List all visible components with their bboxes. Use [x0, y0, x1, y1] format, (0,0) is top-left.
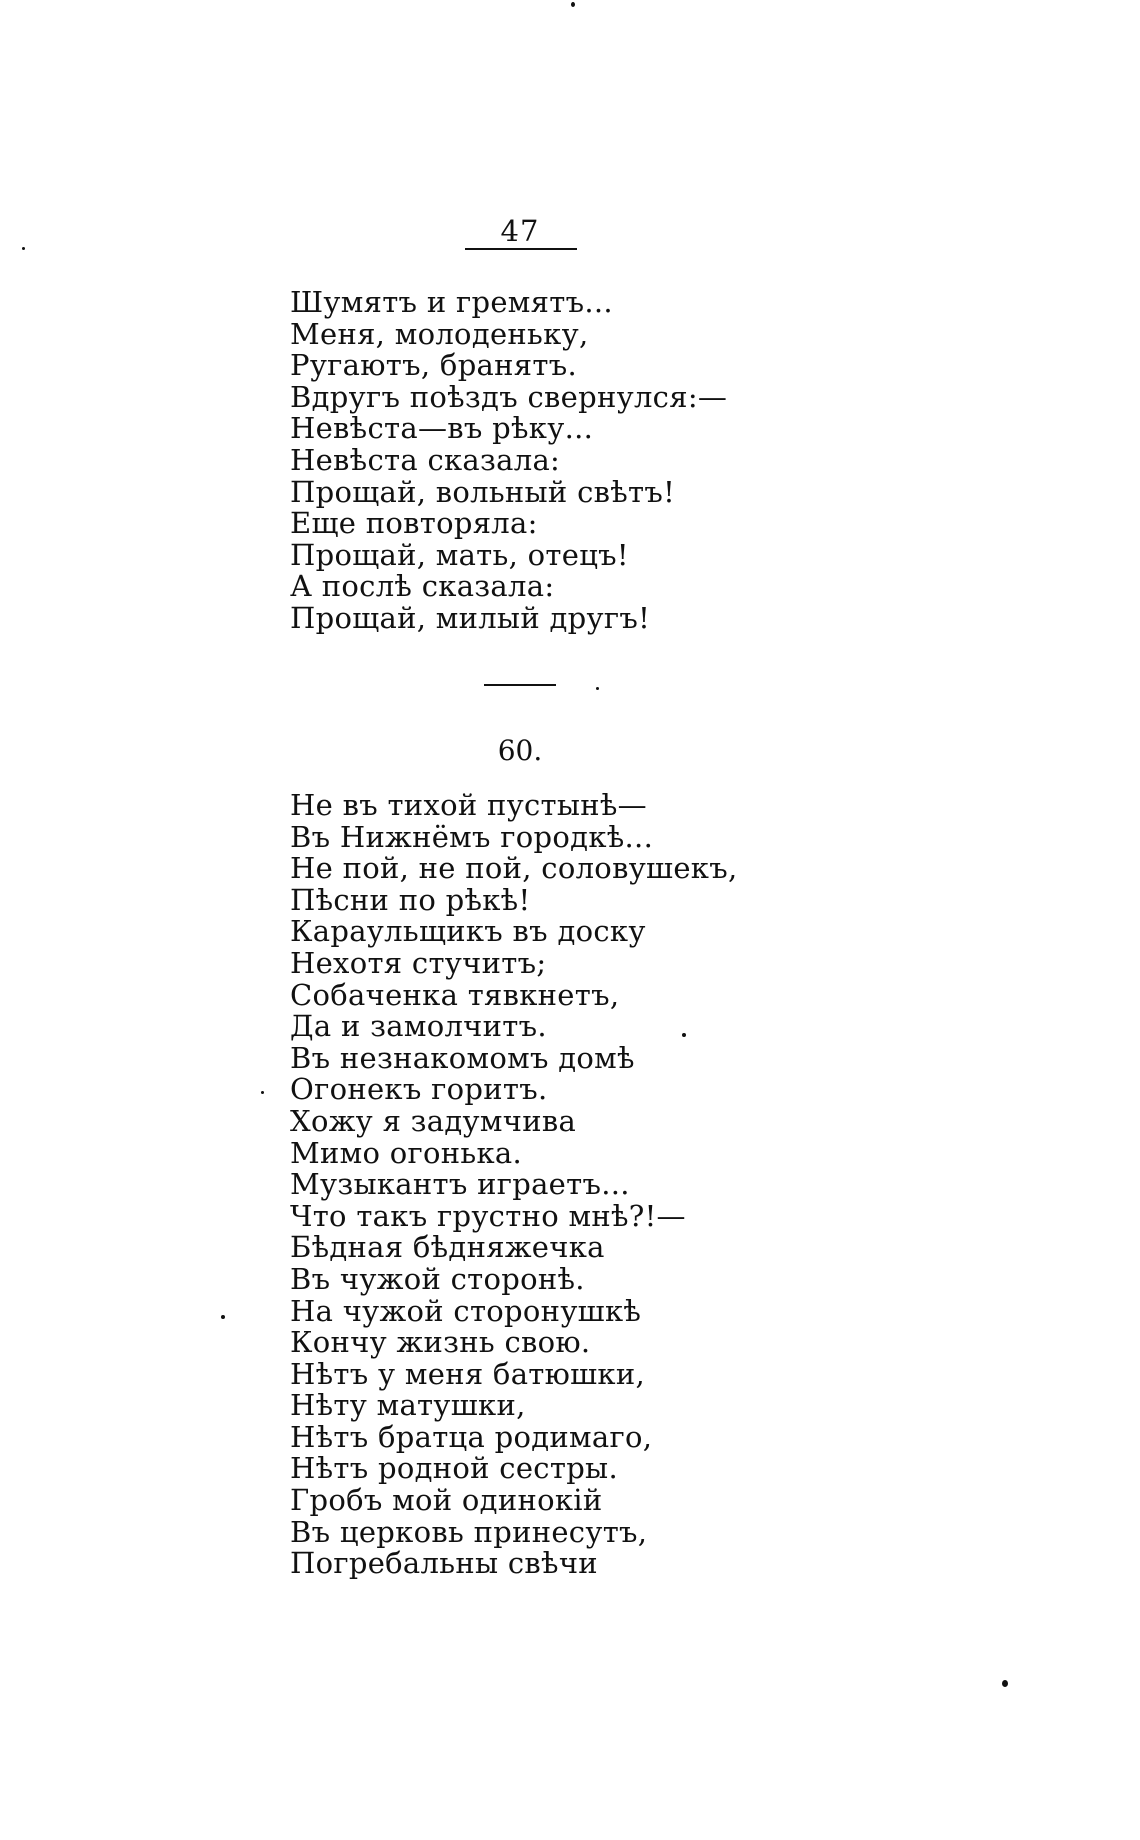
verse-line: Прощай, мать, отецъ! [290, 537, 629, 572]
verse-line: Музыкантъ играетъ... [290, 1167, 630, 1202]
verse-line: Шумятъ и гремятъ... [290, 285, 613, 319]
verse-line: Невѣста—въ рѣку... [290, 411, 594, 446]
verse-line: Не пой, не пой, соловушекъ, [290, 851, 738, 886]
verse-line: Вдругъ поѣздъ свернулся:— [290, 379, 728, 414]
verse-line: Собаченка тявкнетъ, [290, 977, 620, 1012]
scan-speck [221, 1315, 225, 1319]
verse-line: Нѣтъ родной сестры. [290, 1451, 618, 1486]
poem-60 [290, 790, 737, 1580]
verse-line: А послѣ сказала: [290, 569, 555, 604]
scan-speck [261, 1091, 264, 1094]
verse-line: На чужой сторонушкѣ [290, 1293, 642, 1328]
verse-line: Хожу я задумчива [290, 1103, 577, 1138]
verse-line: Кончу жизнь свою. [290, 1325, 591, 1360]
verse-line: Въ чужой сторонѣ. [290, 1261, 585, 1296]
verse-line: Погребальны свѣчи [290, 1546, 598, 1581]
verse-line: Еще повторяла: [290, 506, 538, 541]
page-number: 47 [500, 214, 540, 248]
verse-line: Нѣтъ у меня батюшки, [290, 1356, 646, 1391]
verse-line: Въ Нижнёмъ городкѣ... [290, 819, 654, 854]
scan-speck [22, 247, 25, 250]
verse-line: Нѣтъ братца родимаго, [290, 1419, 653, 1454]
verse-line: Бѣдная бѣдняжечка [290, 1230, 605, 1265]
verse-line: Что такъ грустно мнѣ?!— [290, 1198, 686, 1233]
scan-speck [596, 687, 599, 690]
section-divider [484, 684, 556, 686]
verse-line: Невѣста сказала: [290, 442, 561, 477]
verse-line: Нехотя стучитъ; [290, 945, 547, 980]
verse-line: Пѣсни по рѣкѣ! [290, 882, 531, 917]
page-number-rule [465, 248, 577, 250]
verse-line: Нѣту матушки, [290, 1388, 526, 1423]
verse-line: Въ незнакомомъ домѣ [290, 1040, 635, 1075]
scan-speck [571, 2, 575, 7]
verse-line: Прощай, вольный свѣтъ! [290, 474, 676, 509]
scan-speck [682, 1033, 686, 1037]
verse-line: Огонекъ горитъ. [290, 1072, 548, 1107]
verse-line: Караульщикъ въ доску [290, 914, 646, 949]
verse-line: Да и замолчитъ. [290, 1009, 547, 1044]
poem-number: 60. [497, 734, 543, 767]
verse-line: Прощай, милый другъ! [290, 600, 651, 635]
verse-line: Не въ тихой пустынѣ— [290, 788, 647, 822]
scan-speck [1002, 1680, 1008, 1687]
verse-line: Въ церковь принесутъ, [290, 1514, 648, 1549]
verse-line: Мимо огонька. [290, 1135, 523, 1170]
verse-line: Меня, молоденьку, [290, 316, 589, 351]
verse-line: Ругаютъ, бранятъ. [290, 348, 577, 383]
verse-line: Гробъ мой одинокій [290, 1483, 603, 1518]
continued-poem [290, 287, 727, 635]
